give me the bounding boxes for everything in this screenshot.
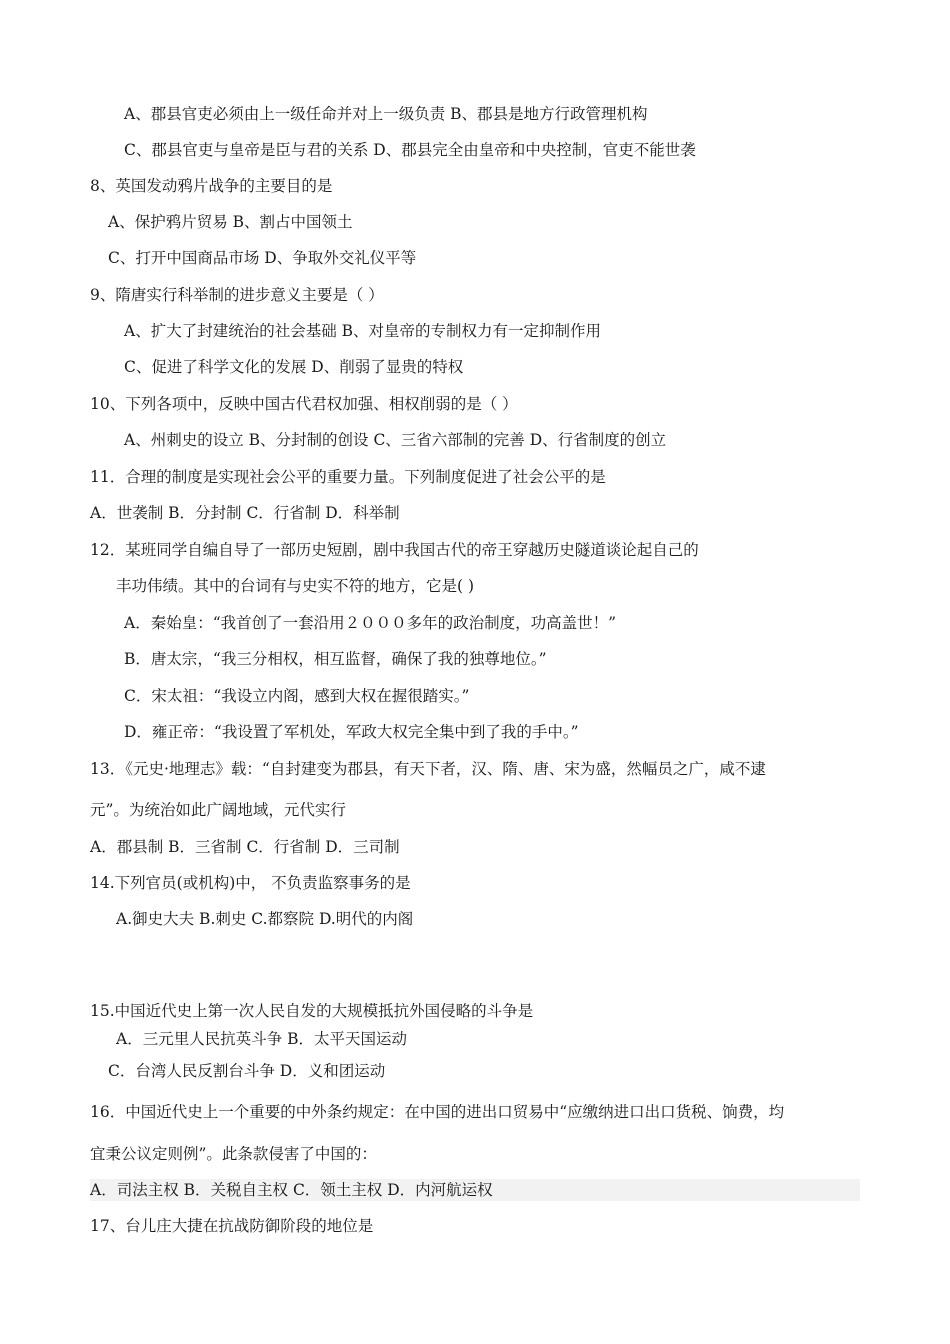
q7-option-cd: C、郡县官吏与皇帝是臣与君的关系 D、郡县完全由皇帝和中央控制，官吏不能世袭 <box>124 141 696 159</box>
q10-options: A、州刺史的设立 B、分封制的创设 C、三省六部制的完善 D、行省制度的创立 <box>124 431 667 449</box>
q13-stem-line1: 13．《元史·地理志》载：“自封建变为郡县，有天下者，汉、隋、唐、宋为盛，然幅员之广，咸不逮 <box>90 760 766 778</box>
q14-options: A.御史大夫 B.刺史 C.都察院 D.明代的内阁 <box>116 910 414 928</box>
q12-option-b: B．唐太宗，“我三分相权，相互监督，确保了我的独尊地位。” <box>124 650 547 668</box>
q11-options: A．世袭制 B．分封制 C．行省制 D．科举制 <box>90 504 400 522</box>
q12-stem-line1: 12．某班同学自编自导了一部历史短剧，剧中我国古代的帝王穿越历史隧道谈论起自己的 <box>90 541 699 559</box>
q9-option-cd: C、促进了科学文化的发展 D、削弱了显贵的特权 <box>124 358 464 376</box>
q13-stem-line2: 元”。为统治如此广阔地域，元代实行 <box>90 801 346 819</box>
q15-stem: 15.中国近代史上第一次人民自发的大规模抵抗外国侵略的斗争是 <box>90 1002 534 1020</box>
q7-option-ab: A、郡县官吏必须由上一级任命并对上一级负责 B、郡县是地方行政管理机构 <box>124 105 648 123</box>
q9-option-ab: A、扩大了封建统治的社会基础 B、对皇帝的专制权力有一定抑制作用 <box>124 322 602 340</box>
q8-option-cd: C、打开中国商品市场 D、争取外交礼仪平等 <box>108 249 417 267</box>
q8-stem: 8、英国发动鸦片战争的主要目的是 <box>90 177 333 195</box>
q16-options: A．司法主权 B．关税自主权 C．领土主权 D．内河航运权 <box>90 1179 860 1201</box>
q14-stem: 14.下列官员(或机构)中， 不负责监察事务的是 <box>90 874 411 892</box>
q11-stem: 11．合理的制度是实现社会公平的重要力量。下列制度促进了社会公平的是 <box>90 468 606 486</box>
q16-stem-line2: 宜秉公议定则例”。此条款侵害了中国的： <box>90 1145 377 1163</box>
q12-option-d: D．雍正帝：“我设置了军机处，军政大权完全集中到了我的手中。” <box>124 723 579 741</box>
q17-stem: 17、台儿庄大捷在抗战防御阶段的地位是 <box>90 1217 374 1235</box>
q16-stem-line1: 16．中国近代史上一个重要的中外条约规定：在中国的进出口贸易中“应缴纳进口出口货税、饷费，均 <box>90 1103 785 1121</box>
q9-stem: 9、隋唐实行科举制的进步意义主要是（ ） <box>90 286 384 304</box>
q15-option-ab: A．三元里人民抗英斗争 B．太平天国运动 <box>116 1030 408 1048</box>
q15-option-cd: C．台湾人民反割台斗争 D．义和团运动 <box>108 1062 386 1080</box>
q13-options: A．郡县制 B．三省制 C．行省制 D．三司制 <box>90 838 400 856</box>
q10-stem: 10、下列各项中，反映中国古代君权加强、相权削弱的是（ ） <box>90 395 518 413</box>
q12-option-c: C．宋太祖：“我设立内阁，感到大权在握很踏实。” <box>124 687 470 705</box>
q12-option-a: A．秦始皇：“我首创了一套沿用２０００多年的政治制度，功高盖世！” <box>124 614 617 632</box>
q8-option-ab: A、保护鸦片贸易 B、割占中国领土 <box>108 213 353 231</box>
q12-stem-line2: 丰功伟绩。其中的台词有与史实不符的地方，它是( ) <box>116 577 475 595</box>
